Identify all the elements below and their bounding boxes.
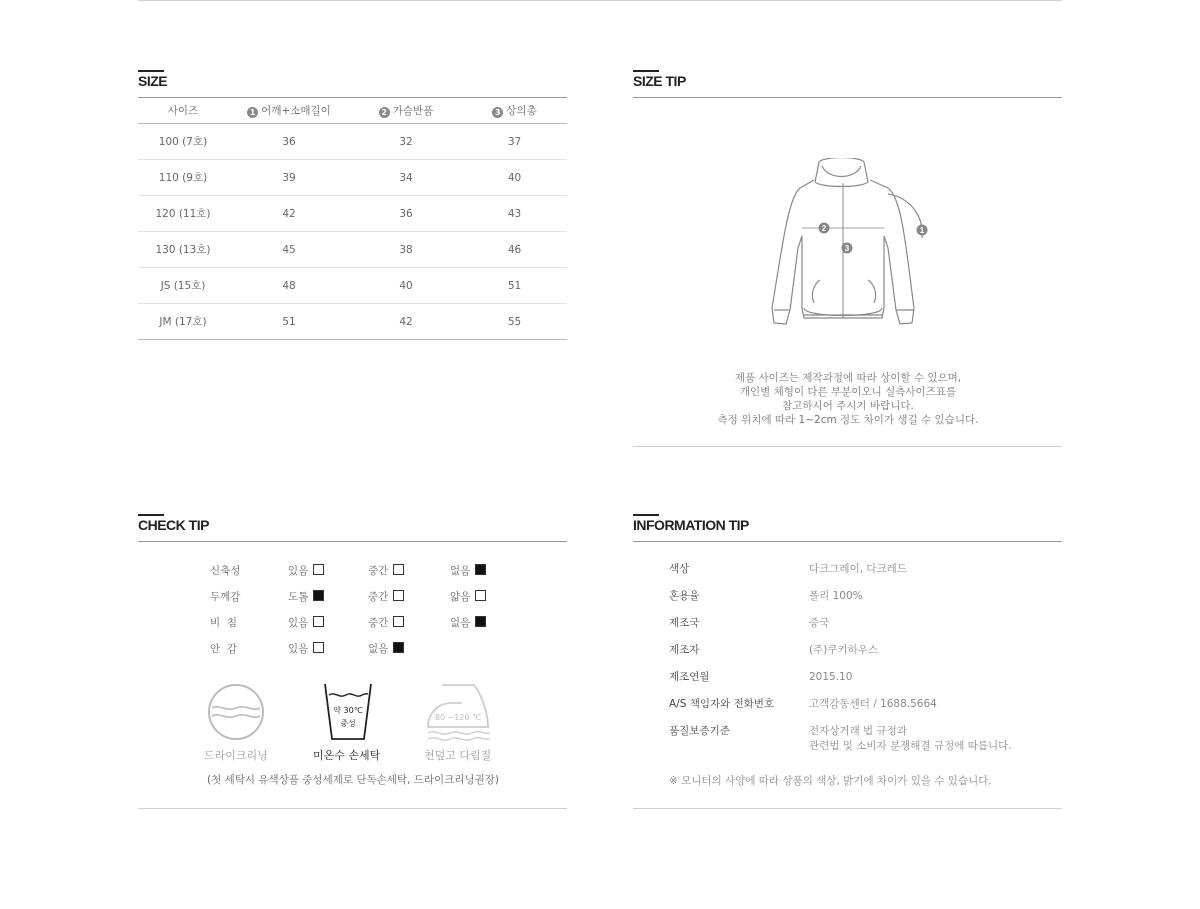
check-option (288, 615, 324, 630)
check-option-label: 있음 (288, 565, 309, 577)
size-tip-line: 개인별 체형이 다른 부분이오니 실측사이즈표를 (739, 386, 957, 398)
size-cell: 110 (9호) (138, 160, 228, 196)
info-label: A/S 책임자와 전화번호 (669, 698, 775, 710)
info-tip-section (633, 517, 1062, 812)
checked-box-icon (393, 642, 404, 653)
info-label: 색상 (669, 563, 690, 575)
check-option-label: 중간 (368, 591, 389, 603)
length-cell: 43 (462, 196, 567, 232)
check-tip-title: CHECK TIP (138, 517, 209, 533)
info-value (809, 724, 1109, 754)
chest-cell: 40 (350, 268, 462, 304)
check-option (368, 641, 404, 656)
size-cell: 100 (7호) (138, 124, 228, 160)
size-tip-section (633, 73, 1062, 448)
marker-1-label: 1 (919, 226, 925, 235)
info-value-line: 고객감동센터 / 1688.5664 (809, 698, 937, 710)
checked-box-icon (313, 590, 324, 601)
empty-box-icon (313, 564, 324, 575)
check-tip-title-rule (138, 541, 567, 542)
check-option (288, 589, 324, 604)
iron-icon (422, 681, 494, 743)
size-cell: JM (17호) (138, 304, 228, 340)
check-option (288, 641, 324, 656)
size-cell: 130 (13호) (138, 232, 228, 268)
info-value-line: 다크그레이, 다크레드 (809, 563, 907, 575)
length-cell: 55 (462, 304, 567, 340)
check-option-label: 없음 (450, 565, 471, 577)
size-tip-title: SIZE TIP (633, 73, 686, 89)
check-row-label: 두께감 (210, 591, 241, 603)
shoulder-sleeve-cell: 51 (228, 304, 350, 340)
empty-box-icon (475, 590, 486, 601)
check-row-label: 안 감 (210, 643, 237, 655)
care-dry-cleaning-label: 드라이크리닝 (204, 749, 268, 762)
header-length: 3 상의총 (462, 98, 567, 124)
marker-2 (819, 223, 830, 234)
info-value (809, 697, 1109, 712)
check-option-label: 중간 (368, 565, 389, 577)
hand-wash-detergent: 중성 (340, 719, 356, 728)
care-iron-label: 천덮고 다림질 (424, 749, 492, 762)
size-table (138, 98, 567, 340)
check-option-label: 얇음 (450, 591, 471, 603)
info-value (809, 670, 1109, 685)
marker-2-icon: 2 (379, 107, 390, 118)
marker-1 (917, 225, 928, 236)
marker-1-icon: 1 (247, 107, 258, 118)
check-row-label: 신축성 (210, 565, 241, 577)
info-value (809, 589, 1109, 604)
check-option-label: 없음 (368, 643, 389, 655)
hand-wash-temp: 약 30℃ (333, 706, 363, 715)
info-value-line: (주)쿠키하우스 (809, 644, 879, 656)
care-note: (첫 세탁시 유색상품 중성세제로 단독손세탁, 드라이크리닝권장) (207, 774, 499, 786)
table-row (138, 232, 567, 268)
chest-cell: 34 (350, 160, 462, 196)
top-divider (138, 0, 1062, 1)
check-option-label: 있음 (288, 643, 309, 655)
marker-2-label: 2 (821, 224, 827, 233)
empty-box-icon (393, 564, 404, 575)
empty-box-icon (393, 616, 404, 627)
size-cell: JS (15호) (138, 268, 228, 304)
care-hand-wash-label: 미온수 손세탁 (313, 749, 381, 762)
info-value (809, 562, 1109, 577)
info-label: 제조국 (669, 617, 700, 629)
length-cell: 37 (462, 124, 567, 160)
size-title: SIZE (138, 73, 168, 89)
shoulder-sleeve-cell: 42 (228, 196, 350, 232)
check-option (368, 615, 404, 630)
info-tip-bottom-rule (633, 808, 1062, 809)
info-value-line: 2015.10 (809, 671, 853, 683)
info-label: 제조자 (669, 644, 700, 656)
shoulder-sleeve-cell: 48 (228, 268, 350, 304)
chest-cell: 32 (350, 124, 462, 160)
chest-cell: 42 (350, 304, 462, 340)
shoulder-sleeve-cell: 36 (228, 124, 350, 160)
size-tip-line: 제품 사이즈는 제작과정에 따라 상이할 수 있으며, (734, 372, 962, 384)
check-option-label: 있음 (288, 617, 309, 629)
info-label: 제조연월 (669, 671, 710, 683)
info-label: 품질보증기준 (669, 725, 730, 737)
check-option (288, 563, 324, 578)
info-value-line: 중국 (809, 617, 830, 629)
checked-box-icon (475, 616, 486, 627)
shoulder-sleeve-cell: 39 (228, 160, 350, 196)
checked-box-icon (475, 564, 486, 575)
header-size: 사이즈 (138, 98, 228, 124)
marker-3-icon: 3 (492, 107, 503, 118)
check-option (368, 589, 404, 604)
check-option (450, 563, 486, 578)
check-option (450, 589, 486, 604)
empty-box-icon (313, 616, 324, 627)
info-note: ※ 모니터의 사양에 따라 상품의 색상, 밝기에 차이가 있을 수 있습니다. (669, 775, 992, 787)
check-option (368, 563, 404, 578)
table-row (138, 160, 567, 196)
marker-3 (842, 243, 853, 254)
empty-box-icon (393, 590, 404, 601)
info-value-line: 관련법 및 소비자 분쟁해결 규정에 따릅니다. (809, 740, 1012, 752)
check-option-label: 없음 (450, 617, 471, 629)
info-value-line: 폴리 100% (809, 590, 863, 602)
dry-cleaning-icon (206, 682, 266, 742)
table-row (138, 304, 567, 340)
info-value-line: 전자상거래 법 규정과 (809, 725, 907, 737)
check-row-label: 비 침 (210, 617, 237, 629)
hoodie-diagram (764, 158, 934, 333)
table-row (138, 196, 567, 232)
check-tip-bottom-rule (138, 808, 567, 809)
table-row (138, 268, 567, 304)
length-cell: 46 (462, 232, 567, 268)
size-tip-line: 측정 위치에 따라 1~2cm 정도 차이가 생길 수 있습니다. (717, 414, 979, 426)
info-tip-title-rule (633, 541, 1062, 542)
header-shoulder-sleeve: 1 어깨+소매길이 (228, 98, 350, 124)
check-option (450, 615, 486, 630)
size-table-header (138, 98, 567, 124)
header-chest: 2 가슴반품 (350, 98, 462, 124)
size-section (138, 73, 567, 343)
size-tip-text (633, 371, 1063, 427)
iron-temp: 80 ~120 ℃ (434, 713, 482, 722)
chest-cell: 38 (350, 232, 462, 268)
size-cell: 120 (11호) (138, 196, 228, 232)
check-option-label: 도톰 (288, 591, 309, 603)
info-label: 혼용율 (669, 590, 700, 602)
marker-3-label: 3 (844, 244, 850, 253)
size-tip-bottom-rule (633, 446, 1062, 447)
info-value (809, 643, 1109, 658)
length-cell: 51 (462, 268, 567, 304)
table-row (138, 124, 567, 160)
info-tip-title: INFORMATION TIP (633, 517, 749, 533)
size-tip-line: 참고하시어 주시기 바랍니다. (782, 400, 914, 412)
empty-box-icon (313, 642, 324, 653)
shoulder-sleeve-cell: 45 (228, 232, 350, 268)
info-value (809, 616, 1109, 631)
length-cell: 40 (462, 160, 567, 196)
hand-wash-icon (322, 681, 374, 743)
chest-cell: 36 (350, 196, 462, 232)
check-option-label: 중간 (368, 617, 389, 629)
size-tip-title-rule (633, 97, 1062, 98)
check-tip-section (138, 517, 567, 812)
